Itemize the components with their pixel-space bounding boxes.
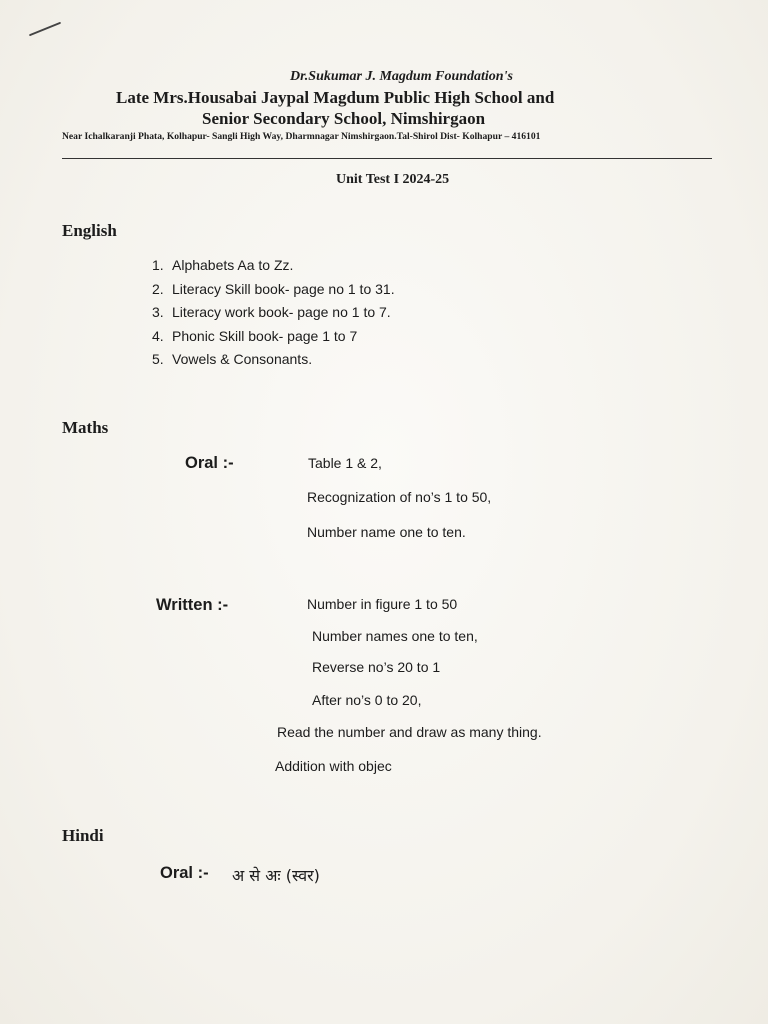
maths-heading: Maths bbox=[62, 418, 109, 437]
list-item bbox=[152, 256, 395, 280]
maths-oral-label: Oral :- bbox=[185, 454, 234, 472]
hindi-oral-text: अ से अः (स्वर) bbox=[232, 866, 320, 885]
test-title: Unit Test I 2024-25 bbox=[336, 172, 450, 187]
english-heading: English bbox=[62, 221, 117, 240]
maths-oral-line: Table 1 & 2, bbox=[308, 455, 382, 471]
school-name-line2: Senior Secondary School, Nimshirgaon bbox=[202, 109, 486, 128]
maths-written-line: Read the number and draw as many thing. bbox=[277, 724, 542, 740]
maths-oral-line: Recognization of no’s 1 to 50, bbox=[307, 489, 492, 505]
item-number: 3. bbox=[152, 304, 164, 320]
school-address: Near Ichalkaranji Phata, Kolhapur- Sangli High Way, Dharmnagar Nimshirgaon.Tal-Shirol Dist- Kolhapur – 416101 bbox=[62, 131, 541, 142]
item-number: 4. bbox=[152, 327, 164, 344]
item-number: 1. bbox=[152, 257, 164, 273]
item-number: 2. bbox=[152, 280, 164, 297]
hindi-oral-label: Oral :- bbox=[160, 864, 209, 882]
item-text: Alphabets Aa to Zz. bbox=[172, 257, 294, 273]
english-syllabus-list bbox=[152, 256, 395, 374]
maths-written-line: Addition with objec bbox=[275, 758, 392, 774]
maths-written-line: Number in figure 1 to 50 bbox=[307, 596, 458, 612]
maths-written-line: Number names one to ten, bbox=[312, 628, 478, 644]
item-text: Phonic Skill book- page 1 to 7 bbox=[172, 327, 358, 344]
school-name-line1: Late Mrs.Housabai Jaypal Magdum Public High School and bbox=[116, 88, 555, 107]
maths-written-line: After no’s 0 to 20, bbox=[312, 692, 422, 708]
list-item bbox=[152, 280, 395, 304]
item-text: Vowels & Consonants. bbox=[172, 351, 313, 367]
pen-mark bbox=[29, 22, 61, 37]
item-text: Literacy work book- page no 1 to 7. bbox=[172, 304, 391, 320]
header-divider bbox=[62, 158, 712, 159]
maths-written-line: Reverse no’s 20 to 1 bbox=[312, 659, 441, 675]
list-item bbox=[152, 303, 395, 327]
list-item bbox=[152, 327, 395, 351]
item-number: 5. bbox=[152, 351, 164, 367]
maths-oral-line: Number name one to ten. bbox=[307, 524, 466, 540]
list-item bbox=[152, 350, 395, 374]
hindi-heading: Hindi bbox=[62, 826, 104, 845]
foundation-name: Dr.Sukumar J. Magdum Foundation's bbox=[290, 69, 513, 84]
item-text: Literacy Skill book- page no 1 to 31. bbox=[172, 280, 395, 297]
maths-written-label: Written :- bbox=[156, 596, 229, 614]
